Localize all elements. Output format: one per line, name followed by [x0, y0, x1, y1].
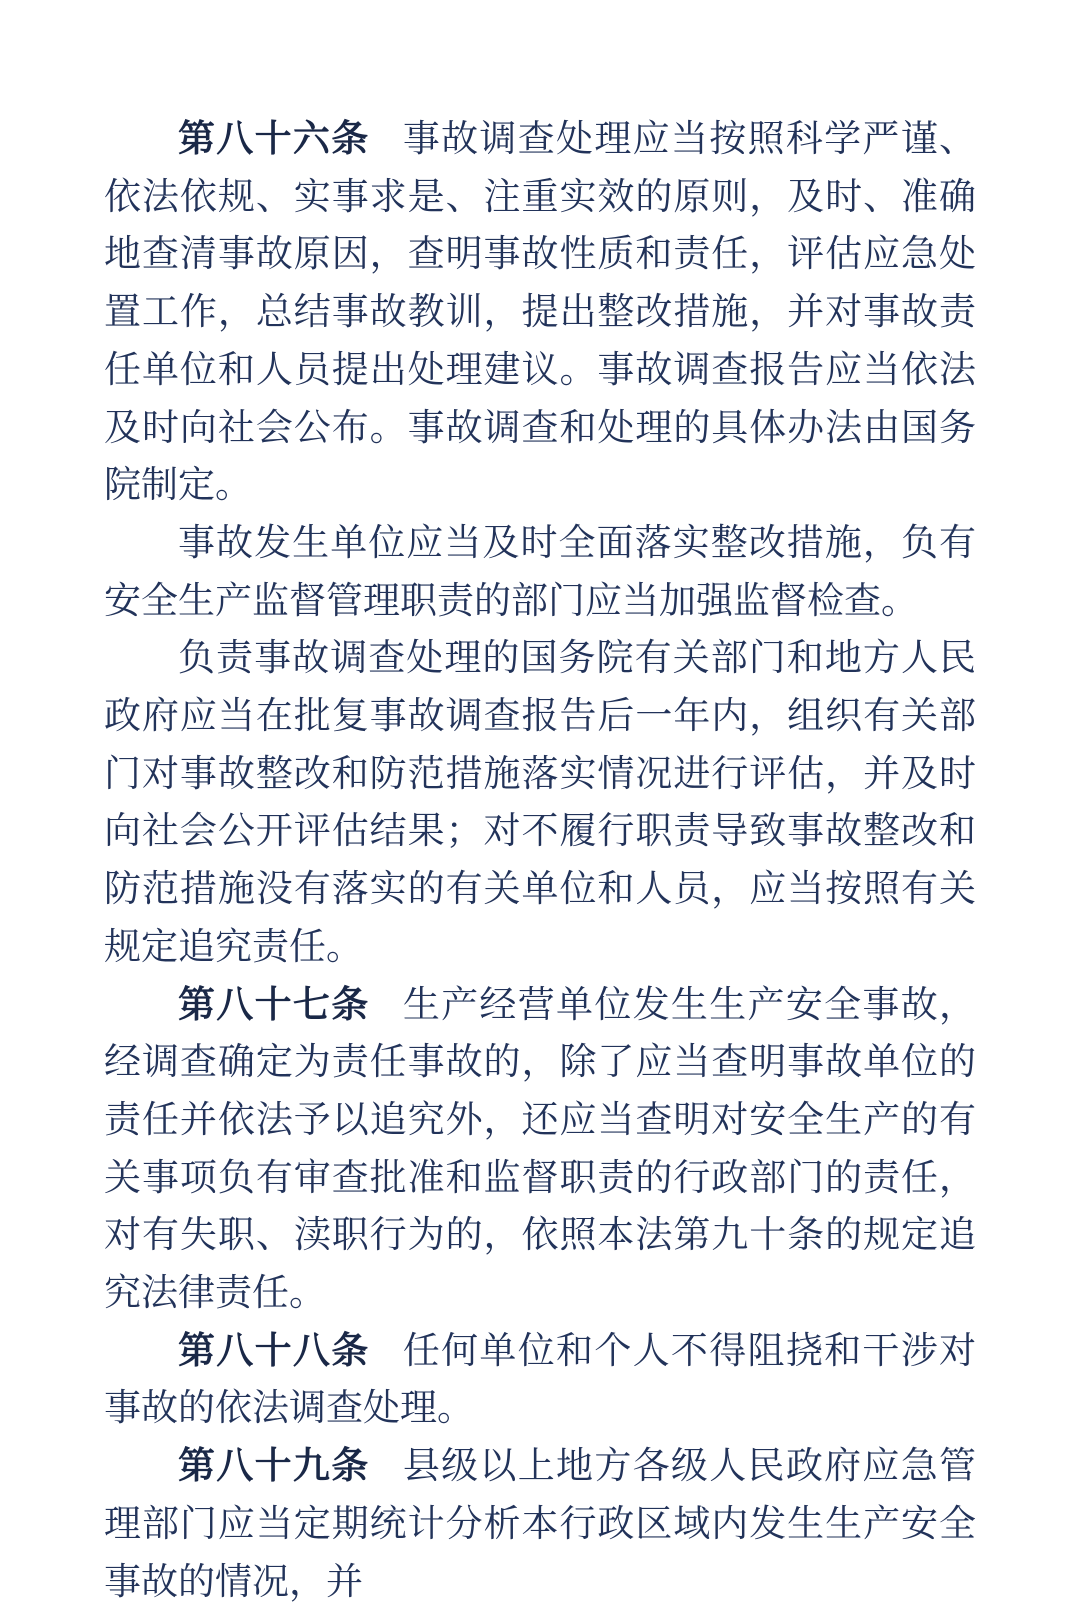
law-paragraph-article-89 [104, 1437, 976, 1610]
article-number-89: 第八十九条 [178, 1444, 370, 1488]
law-paragraph-article-86-clause-2 [104, 514, 976, 629]
law-paragraph-article-87 [104, 976, 976, 1322]
article-86-text: 事故调查处理应当按照科学严谨、依法依规、实事求是、注重实效的原则，及时、准确地查清事故原因，查明事故性质和责任，评估应急处置工作，总结事故教训，提出整改措施，并对事故责任单位和人员提出处理建议。事故调查报告应当依法及时向社会公布。事故调查和处理的具体办法由国务院制定。 [104, 117, 977, 507]
law-paragraph-article-86 [104, 110, 976, 514]
article-number-86: 第八十六条 [178, 117, 370, 160]
article-86-clause-2-text: 事故发生单位应当及时全面落实整改措施，负有安全生产监督管理职责的部门应当加强监督检查。 [104, 520, 976, 622]
article-89-text: 县级以上地方各级人民政府应急管理部门应当定期统计分析本行政区域内发生生产安全事故的情况，并 [104, 1444, 977, 1603]
article-86-clause-3-text: 负责事故调查处理的国务院有关部门和地方人民政府应当在批复事故调查报告后一年内，组织有关部门对事故整改和防范措施落实情况进行评估，并及时向社会公开评估结果；对不履行职责导致事故整改和防范措施没有落实的有关单位和人员，应当按照有关规定追究责任。 [104, 636, 976, 968]
article-number-88: 第八十八条 [178, 1328, 370, 1372]
article-87-text: 生产经营单位发生生产安全事故，经调查确定为责任事故的，除了应当查明事故单位的责任并依法予以追究外，还应当查明对安全生产的有关事项负有审查批准和监督职责的行政部门的责任，对有失职、渎职行为的，依照本法第九十条的规定追究法律责任。 [104, 982, 977, 1315]
law-paragraph-article-88 [104, 1322, 976, 1437]
article-number-87: 第八十七条 [178, 982, 370, 1026]
law-paragraph-article-86-clause-3 [104, 629, 976, 975]
article-88-text: 任何单位和个人不得阻挠和干涉对事故的依法调查处理。 [104, 1328, 977, 1430]
